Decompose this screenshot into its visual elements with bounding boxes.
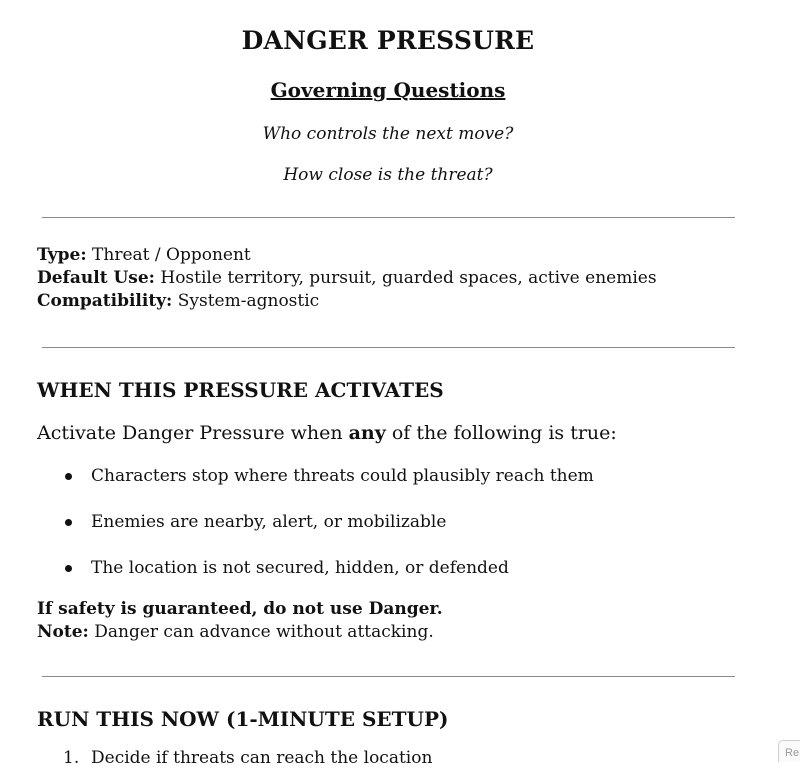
meta-block — [37, 244, 657, 313]
list-item — [37, 510, 594, 556]
condition-text: The location is not secured, hidden, or defended — [91, 558, 509, 578]
activation-conditions-list — [37, 464, 594, 602]
note-label: Note: — [37, 622, 89, 642]
safety-rule-block — [37, 598, 443, 644]
page-title: DANGER PRESSURE — [241, 26, 535, 55]
step-number: 1. — [63, 748, 80, 768]
governing-question: Who controls the next move? — [262, 124, 514, 144]
step-text: Decide if threats can reach the location — [91, 748, 433, 768]
meta-label: Type: — [37, 245, 87, 265]
setup-steps-list — [37, 748, 432, 768]
activation-heading: WHEN THIS PRESSURE ACTIVATES — [37, 378, 444, 402]
bullet-icon — [65, 565, 72, 572]
list-item — [37, 748, 432, 768]
note — [37, 621, 443, 644]
meta-value: Threat / Opponent — [92, 245, 251, 265]
governing-questions-heading: Governing Questions — [270, 78, 506, 102]
list-item — [37, 556, 594, 602]
intro-emphasis: any — [348, 422, 386, 444]
bullet-icon — [65, 473, 72, 480]
meta-value: Hostile territory, pursuit, guarded spaces, active enemies — [160, 268, 657, 288]
bullet-icon — [65, 519, 72, 526]
note-text: Danger can advance without attacking. — [88, 622, 434, 642]
divider — [42, 217, 735, 218]
meta-row-default-use — [37, 267, 657, 290]
setup-heading: RUN THIS NOW (1-MINUTE SETUP) — [37, 707, 449, 731]
corner-widget-button[interactable]: Re — [778, 740, 800, 762]
meta-label: Compatibility: — [37, 291, 173, 311]
intro-text: of the following is true: — [385, 422, 617, 444]
meta-label: Default Use: — [37, 268, 155, 288]
list-item — [37, 464, 594, 510]
safety-rule: If safety is guaranteed, do not use Danger. — [37, 599, 443, 619]
divider — [42, 676, 735, 677]
intro-text: Activate Danger Pressure when — [37, 422, 349, 444]
condition-text: Enemies are nearby, alert, or mobilizable — [91, 512, 447, 532]
divider — [42, 347, 735, 348]
activation-intro — [37, 422, 617, 444]
condition-text: Characters stop where threats could plausibly reach them — [91, 466, 594, 486]
meta-row-compatibility — [37, 290, 657, 313]
governing-question: How close is the threat? — [283, 165, 493, 185]
meta-row-type — [37, 244, 657, 267]
meta-value: System-agnostic — [177, 291, 320, 311]
